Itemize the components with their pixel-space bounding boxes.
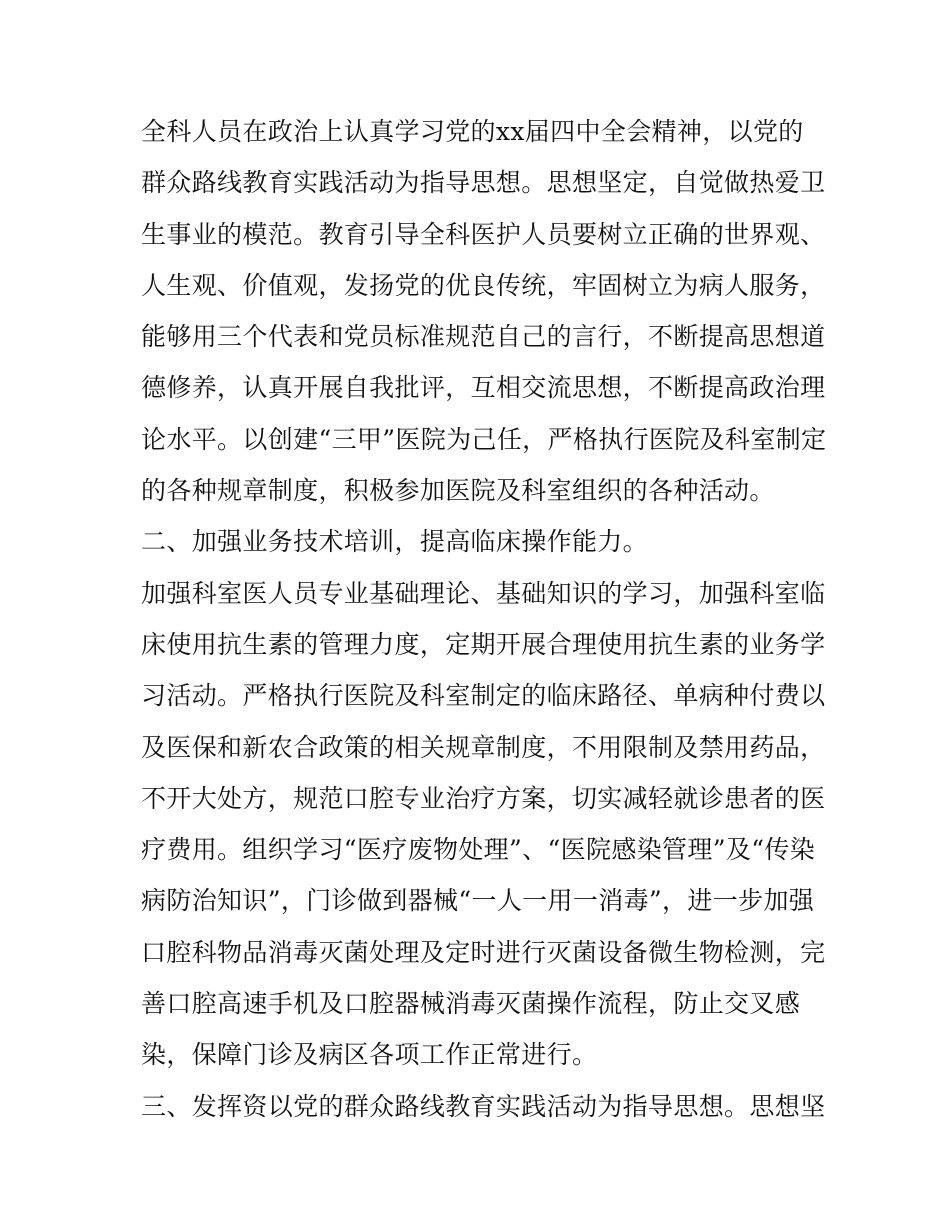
document-body	[141, 106, 827, 1132]
body-line-4: 人生观、价值观，发扬党的优良传统，牢固树立为病人服务，	[141, 270, 826, 300]
body-line-3: 生事业的模范。教育引导全科医护人员要树立正确的世界观、	[141, 219, 826, 249]
body-line-8: 的各种规章制度，积极参加医院及科室组织的各种活动。	[141, 476, 775, 506]
body-line-18: 善口腔高速手机及口腔器械消毒灭菌操作流程，防止交叉感	[141, 989, 801, 1019]
body-line-11: 床使用抗生素的管理力度，定期开展合理使用抗生素的业务学	[141, 629, 826, 659]
body-line-7: 论水平。以创建“三甲”医院为己任，严格执行医院及科室制定	[141, 424, 827, 454]
body-line-2: 群众路线教育实践活动为指导思想。思想坚定，自觉做热爱卫	[141, 168, 826, 198]
body-line-16: 病防治知识”，门诊做到器械“一人一用一消毒”，进一步加强	[141, 886, 815, 916]
body-line-1: 全科人员在政治上认真学习党的xx届四中全会精神，以党的	[141, 117, 804, 146]
body-line-14: 不开大处方，规范口腔专业治疗方案，切实减轻就诊患者的医	[141, 783, 826, 813]
section-heading-3: 三、发挥资以党的群众路线教育实践活动为指导思想。思想坚	[141, 1091, 826, 1121]
body-line-19: 染，保障门诊及病区各项工作正常进行。	[141, 1040, 598, 1070]
body-line-6: 德修养，认真开展自我批评，互相交流思想，不断提高政治理	[141, 373, 826, 403]
body-line-12: 习活动。严格执行医院及科室制定的临床路径、单病种付费以	[141, 681, 826, 711]
section-heading-2: 二、加强业务技术培训，提高临床操作能力。	[141, 527, 649, 557]
body-line-5: 能够用三个代表和党员标准规范自己的言行，不断提高思想道	[141, 322, 826, 352]
body-line-15: 疗费用。组织学习“医疗废物处理”、“医院感染管理”及“传染	[141, 835, 816, 865]
body-line-17: 口腔科物品消毒灭菌处理及定时进行灭菌设备微生物检测，完	[141, 937, 826, 967]
body-line-13: 及医保和新农合政策的相关规章制度，不用限制及禁用药品，	[141, 732, 826, 762]
body-line-10: 加强科室医人员专业基础理论、基础知识的学习，加强科室临	[141, 578, 826, 608]
